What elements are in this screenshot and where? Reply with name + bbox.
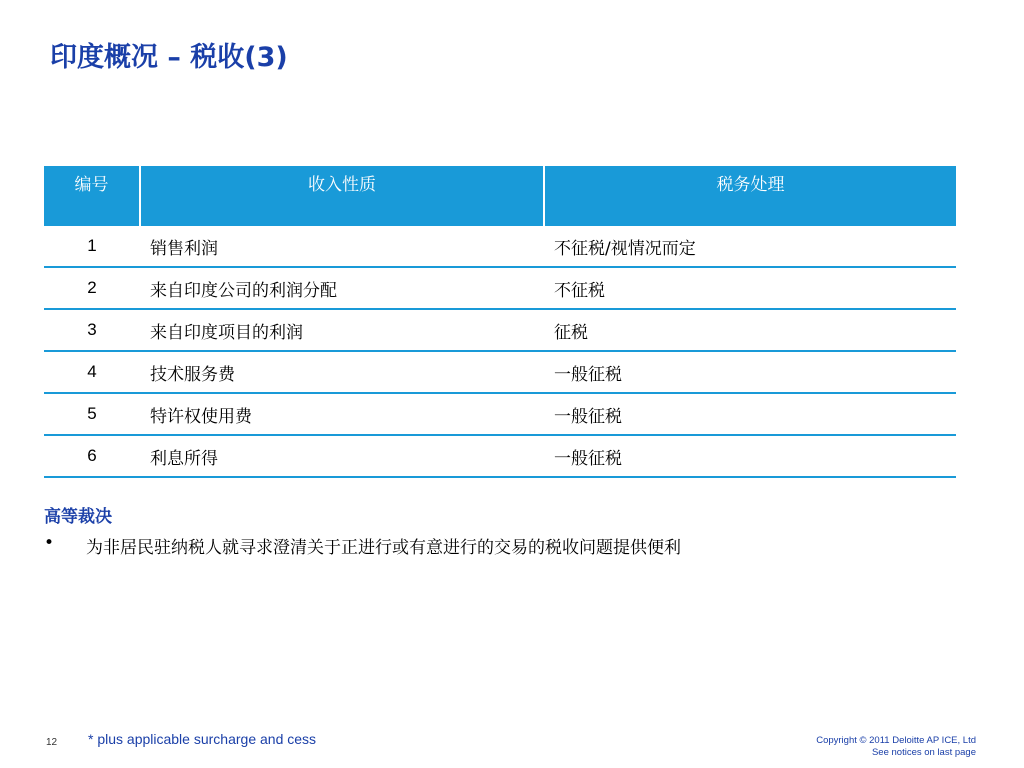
table-header-row <box>44 166 956 226</box>
table-row <box>44 435 956 477</box>
header-income-type: 收入性质 <box>140 166 544 226</box>
row-income-type: 利息所得 <box>140 435 544 477</box>
header-number: 编号 <box>44 166 140 226</box>
header-tax-treatment: 税务处理 <box>544 166 956 226</box>
slide-title: 印度概况 – 税收(3) <box>50 42 288 73</box>
footnote: * plus applicable surcharge and cess <box>88 731 317 747</box>
table-row <box>44 393 956 435</box>
row-income-type: 来自印度项目的利润 <box>140 309 544 351</box>
row-income-type: 销售利润 <box>140 226 544 267</box>
page-number: 12 <box>46 737 58 748</box>
row-number: 4 <box>44 351 140 393</box>
copyright-text: Copyright © 2011 Deloitte AP ICE, Ltd <box>816 735 976 746</box>
table-row <box>44 267 956 309</box>
row-number: 6 <box>44 435 140 477</box>
tax-treatment-table <box>44 166 956 478</box>
row-tax-treatment: 不征税/视情况而定 <box>544 226 956 267</box>
table-row <box>44 226 956 267</box>
row-number: 5 <box>44 393 140 435</box>
row-number: 1 <box>44 226 140 267</box>
notices-text: See notices on last page <box>871 747 976 758</box>
bullet-marker: • <box>44 533 55 553</box>
row-income-type: 技术服务费 <box>140 351 544 393</box>
table-row <box>44 351 956 393</box>
row-number: 3 <box>44 309 140 351</box>
row-tax-treatment: 一般征税 <box>544 435 956 477</box>
ruling-bullet-item <box>44 533 681 558</box>
row-tax-treatment: 一般征税 <box>544 393 956 435</box>
row-income-type: 特许权使用费 <box>140 393 544 435</box>
ruling-heading: 高等裁决 <box>44 507 112 527</box>
row-tax-treatment: 征税 <box>544 309 956 351</box>
row-number: 2 <box>44 267 140 309</box>
table-row <box>44 309 956 351</box>
copyright-notice <box>816 735 976 759</box>
row-tax-treatment: 不征税 <box>544 267 956 309</box>
ruling-bullet-text: 为非居民驻纳税人就寻求澄清关于正进行或有意进行的交易的税收问题提供便利 <box>86 538 681 558</box>
row-tax-treatment: 一般征税 <box>544 351 956 393</box>
row-income-type: 来自印度公司的利润分配 <box>140 267 544 309</box>
